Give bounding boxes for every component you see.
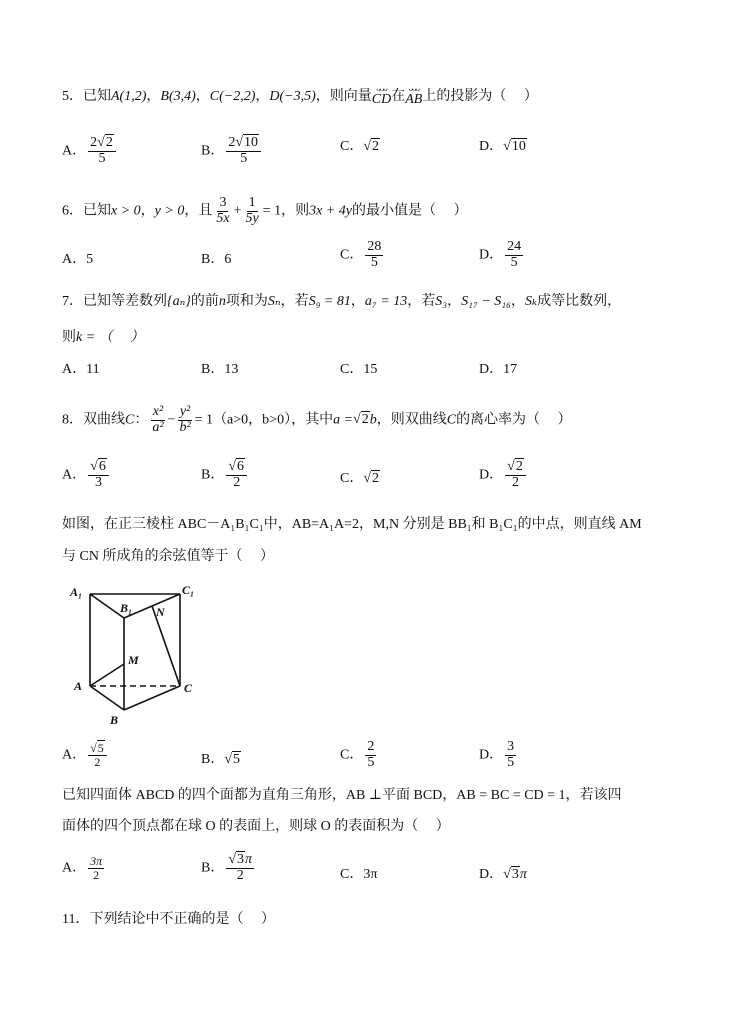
- question-5: 5．已知A(1,2)，B(3,4)，C(−2,2)，D(−3,5)，则向量 ᴗᴗᴗ CD 在 ᴗᴗᴗ AB 上的投影为（ ）: [62, 83, 538, 107]
- q10-option-a: A． $\frac{3\pi}{2}$: [62, 854, 103, 882]
- q6-option-a: A．5: [62, 252, 94, 267]
- q8-option-d: D． $\frac{√2}{2}$: [479, 460, 528, 490]
- vector-ab: ᴗᴗᴗ AB: [405, 83, 423, 107]
- label-c1: C₁: [182, 583, 195, 597]
- vector-cd: ᴗᴗᴗ CD: [371, 83, 392, 107]
- q5-option-b: B． $\frac{2√10}{5}$: [201, 136, 263, 166]
- label-b1: B₁: [120, 601, 133, 615]
- q7-option-d: D．17: [479, 362, 518, 377]
- label-c: C: [184, 681, 193, 695]
- q7-option-a: A．11: [62, 362, 100, 377]
- q7-option-b: B．13: [201, 362, 239, 377]
- triangular-prism-figure: [64, 580, 214, 730]
- q8-option-c: C．√2: [340, 471, 380, 486]
- q9-option-c: C． $\frac{2}{5}$: [340, 739, 375, 770]
- q10-option-b: B． $\frac{√3\pi}{2}$: [201, 852, 253, 883]
- question-7-line-2: 则k = （ ）: [62, 330, 145, 345]
- q5-option-d: D．√10: [479, 139, 526, 154]
- label-a1: A₁: [70, 585, 83, 599]
- q10-option-d: D．√3π: [479, 867, 527, 882]
- question-11: 11．下列结论中不正确的是（ ）: [62, 912, 275, 927]
- q6-option-c: C． $\frac{28}{5}$: [340, 239, 382, 270]
- q10-option-c: C．3π: [340, 867, 378, 882]
- label-a: A: [74, 679, 83, 693]
- q9-option-a: A． $\frac{√5}{2}$: [62, 742, 109, 768]
- question-7-line-1: 7．已知等差数列{aₙ}的前n项和为Sₙ，若S₉ = 81，a₇ = 13，若S₃，S₁₇ − S₁₆，Sₖ成等比数列，: [62, 294, 622, 309]
- q6-option-b: B．6: [201, 252, 232, 267]
- q6-option-d: D． $\frac{24}{5}$: [479, 239, 522, 270]
- question-9-line-2: 与 CN 所成角的余弦值等于（ ）: [62, 549, 274, 564]
- q7-option-c: C．15: [340, 362, 378, 377]
- question-9-line-1: 如图，在正三棱柱 ABC－A₁B₁C₁中，AB=A₁A=2，M,N 分别是 BB₁和 B₁C₁的中点，则直线 AM: [62, 517, 642, 532]
- q5-option-a: A． $\frac{2√2}{5}$: [62, 136, 118, 166]
- question-10-line-2: 面体的四个顶点都在球 O 的表面上，则球 O 的表面积为（ ）: [62, 819, 450, 834]
- q8-option-a: A． $\frac{√6}{3}$: [62, 460, 111, 490]
- label-m: M: [128, 653, 139, 667]
- q5-option-c: C．√2: [340, 139, 380, 154]
- label-n: N: [156, 605, 165, 619]
- question-6: 6．已知x > 0，y > 0，且 $\frac{3}{5x}$ + $\frac{1}{5y}$ = 1，则3x + 4y的最小值是（ ）: [62, 195, 468, 226]
- q9-option-d: D． $\frac{3}{5}$: [479, 739, 515, 770]
- question-8: 8．双曲线C： $\frac{\text{x²}}{\text{a²}}$ − $\frac{\text{y²}}{\text{b²}}$ = 1（a>0，b>0），其中a =√2b，则双曲线C的离心率为（ ）: [62, 404, 572, 435]
- q8-option-b: B． $\frac{√6}{2}$: [201, 460, 249, 490]
- label-b: B: [110, 713, 119, 727]
- q9-option-b: B．√5: [201, 752, 241, 767]
- question-10-line-1: 已知四面体 ABCD 的四个面都为直角三角形，AB ⊥平面 BCD，AB = BC = CD = 1，若该四: [62, 788, 622, 803]
